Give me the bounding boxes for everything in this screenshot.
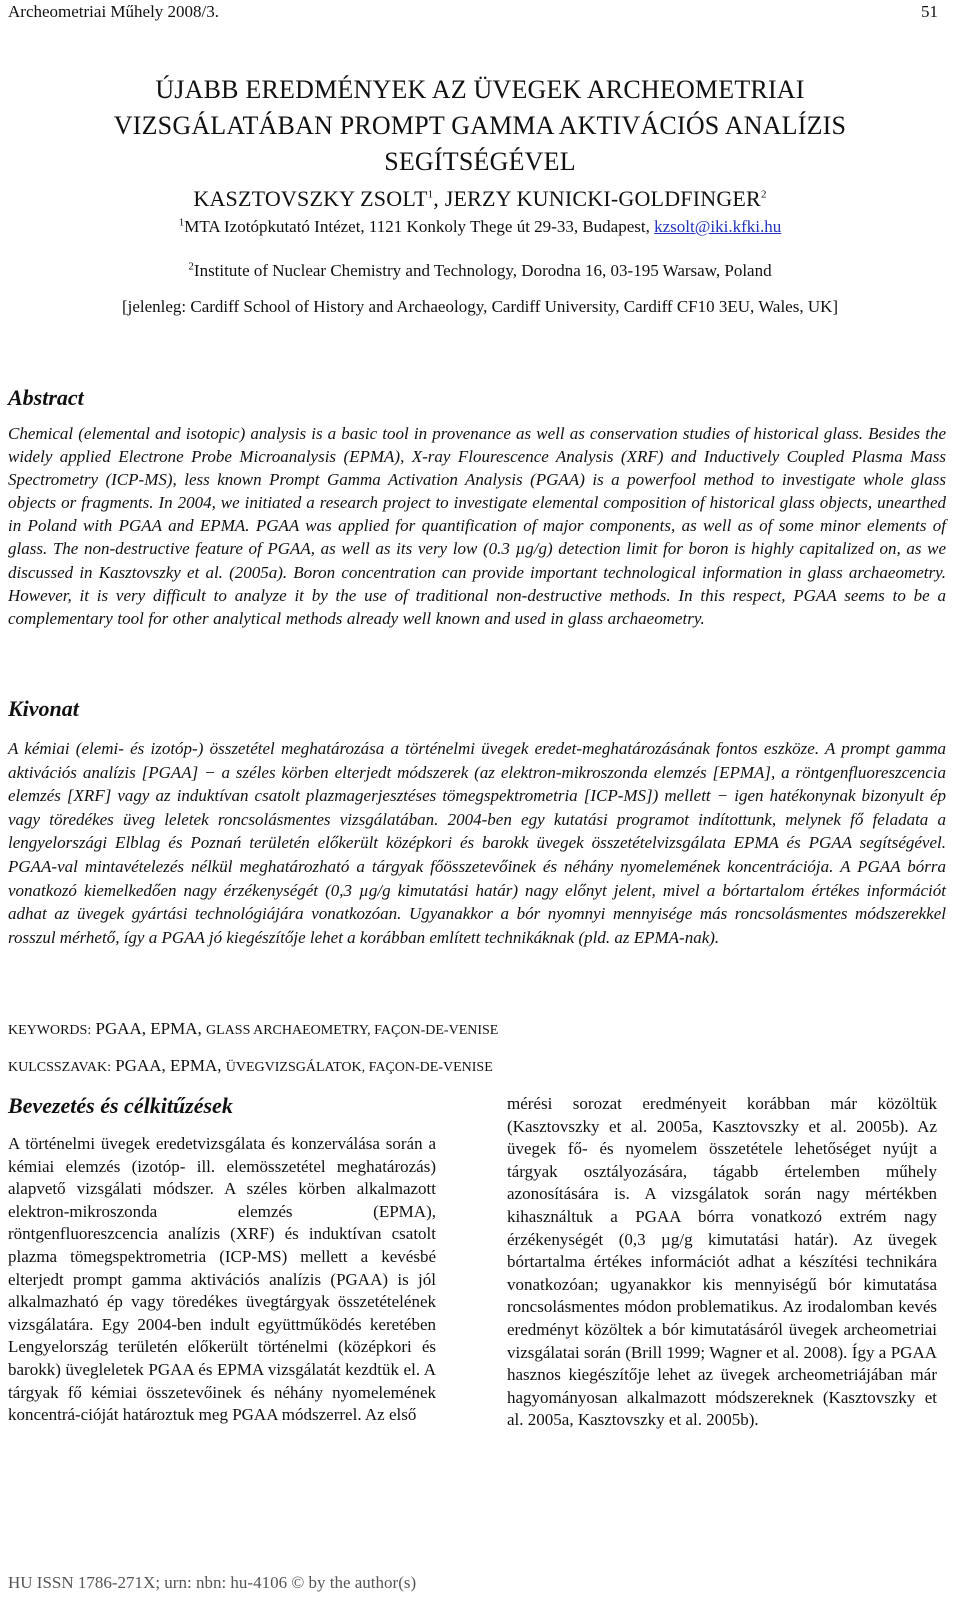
author-1-affiliation-mark: 1 (427, 188, 434, 201)
running-header (8, 2, 938, 24)
title-line-3: SEGÍTSÉGÉVEL (384, 147, 576, 176)
keywords-values-main: PGAA, EPMA, (95, 1019, 202, 1038)
paper-title (0, 72, 960, 180)
affiliation-2 (0, 260, 960, 282)
intro-column-left: A történelmi üvegek eredetvizsgálata és konzerválása során a kémiai elemzés (izotóp- ill. elemösszetétel meghatározás) alapvető vizsgálati módszer. A széles körben alkalmazott elektron-mikroszonda elemzés (EPMA), röntgenfluoreszcencia analízis (XRF) és induktívan csatolt plazma tömegspektrometria (ICP-MS) mellett a kevésbé elterjedt prompt gamma aktivációs analízis (PGAA) is jól alkalmazható ép vagy töredékes üvegtárgyak összetételének vizsgálatára. Egy 2004-ben indult együttműködés keretében Lengyelország területén előkerült történelmi (középkori és barokk) üvegleletek PGAA és EPMA vizsgálatát kezdtük el. A tárgyak fő kémiai összetevőinek és néhány nyomelemének koncentrá-cióját határoztuk meg PGAA módszerrel. Az első (8, 1134, 436, 1425)
kivonat-heading: Kivonat (8, 696, 79, 721)
kulcsszavak-label: KULCSSZAVAK: (8, 1060, 111, 1075)
affiliation-1 (0, 216, 960, 238)
keywords-values-rest: GLASS ARCHAEOMETRY, FAÇON-DE-VENISE (206, 1023, 499, 1038)
title-line-2: VIZSGÁLATÁBAN PROMPT GAMMA AKTIVÁCIÓS ANALÍZIS (113, 111, 847, 140)
footer-issn: HU ISSN 1786-271X; urn: nbn: hu-4106 © by the author(s) (8, 1573, 417, 1592)
title-line-1: ÚJABB EREDMÉNYEK AZ ÜVEGEK ARCHEOMETRIAI (155, 75, 805, 104)
intro-column-right: mérési sorozat eredményeit korábban már közöltük (Kasztovszky et al. 2005a, Kasztovszky et al. 2005b). Az üvegek fő- és nyomelem összetétele lehetőséget nyújt a tárgyak osztályozására, tágabb értelemben műhely azonosítására is. A vizsgálatok során nagy mértékben kihasználtuk a PGAA bórra vonatkozó extrém nagy érzékenységét (0,3 µg/g kimutatási határ). Az üvegek bórtartalma értékes információt adhat a készítési technikára vonatkozóan; ugyanakkor kis mennyiségű bór kimutatása roncsolásmentes módon problematikus. Az irodalomban kevés eredményt közöltek a bór kimutatásáról üvegek archeometriai vizsgálatai során (Brill 1999; Wagner et al. 2008). Így a PGAA hasznos kiegészítője lehet az üvegek archeometriájában már hagyományosan alkalmazott módszereknek (Kasztovszky et al. 2005a, Kasztovszky et al. 2005b). (507, 1094, 937, 1430)
author-separator: , (433, 186, 445, 211)
abstract-text: Chemical (elemental and isotopic) analysis is a basic tool in provenance as well as conservation studies of historical glass. Besides the widely applied Electrone Probe Microanalysis (EPMA), X-ray Flourescence Analysis (XRF) and Inductively Coupled Plasma Mass Spectrometry (ICP-MS), less known Prompt Gamma Activation Analysis (PGAA) is a powerfool method to investigate whole glass objects or fragments. In 2004, we initiated a research project to investigate elemental composition of historical glass objects, unearthed in Poland with PGAA and EPMA. PGAA was applied for quantification of major components, as well as of some minor elements of glass. The non-destructive feature of PGAA, as well as its very low (0.3 µg/g) detection limit for boron is highly capitalized on, as we discussed in Kasztovszky et al. (2005a). Boron concentration can provide important technological information in glass archaeometry. However, it is very difficult to analyze it by the use of traditional non-destructive methods. In this respect, PGAA seems to be a complementary tool for other analytical methods already well known and used in glass archaeometry. (8, 424, 946, 628)
affiliation-2-mark: 2 (188, 260, 194, 273)
kulcsszavak-values-main: PGAA, EPMA, (115, 1056, 222, 1075)
kulcsszavak-line (8, 1056, 493, 1076)
affiliation-1-text: MTA Izotópkutató Intézet, 1121 Konkoly Thege út 29-33, Budapest, (184, 217, 655, 236)
keywords-line (8, 1019, 498, 1039)
keywords-label: KEYWORDS: (8, 1023, 92, 1038)
author-email-link[interactable]: kzsolt@iki.kfki.hu (654, 217, 782, 236)
affiliation-1-mark: 1 (178, 216, 185, 229)
author-2-affiliation-mark: 2 (760, 188, 767, 201)
kulcsszavak-values-rest: ÜVEGVIZSGÁLATOK, FAÇON-DE-VENISE (225, 1060, 493, 1075)
abstract-heading: Abstract (8, 385, 84, 410)
current-affiliation: [jelenleg: Cardiff School of History and Archaeology, Cardiff University, Cardiff CF10 3EU, Wales, UK] (121, 297, 839, 316)
author-2: JERZY KUNICKI-GOLDFINGER (444, 186, 761, 211)
journal-name: Archeometriai Műhely 2008/3. (8, 2, 220, 21)
intro-heading: Bevezetés és célkitűzések (8, 1093, 233, 1118)
author-1: KASZTOVSZKY ZSOLT (193, 186, 428, 211)
author-list (0, 184, 960, 214)
title-block (0, 72, 960, 318)
page-number: 51 (921, 2, 938, 21)
affiliation-2-text: Institute of Nuclear Chemistry and Technology, Dorodna 16, 03-195 Warsaw, Poland (193, 261, 772, 280)
kivonat-text: A kémiai (elemi- és izotóp-) összetétel meghatározása a történelmi üvegek eredet-meghatározásának fontos eszköze. A prompt gamma aktivációs analízis [PGAA] − a széles körben elterjedt módszerek (az elektron-mikroszonda elemzés [EPMA], a röntgenfluoreszcencia elemzés [XRF] vagy az induktívan csatolt plazmagerjesztéses tömegspektrometria [ICP-MS]) mellett − igen hatékonynak bizonyult ép vagy töredékes üveg leletek roncsolásmentes vizsgálatában. 2004-ben egy kutatási programot indítottunk, melynek fő feladata a lengyelországi Elblag és Poznań területén előkerült középkori és barokk üvegek összetételvizsgálata EPMA és PGAA segítségével. PGAA-val mintavételezés nélkül meghatározható a tárgyak főösszetevőinek és néhány nyomelemének koncentrációja. A PGAA bórra vonatkozó kiemelkedően nagy érzékenységét (0,3 µg/g kimutatási határ) nagy előnyt jelent, mivel a bórtartalom értékes információt adhat az üvegek gyártási technológiájára vonatkozóan. Ugyanakkor a bór nyomnyi mennyisége más roncsolásmentes módszerekkel rosszul mérhető, így a PGAA jó kiegészítője lehet a korábban említett technikáknak (pld. az EPMA-nak). (8, 739, 946, 947)
